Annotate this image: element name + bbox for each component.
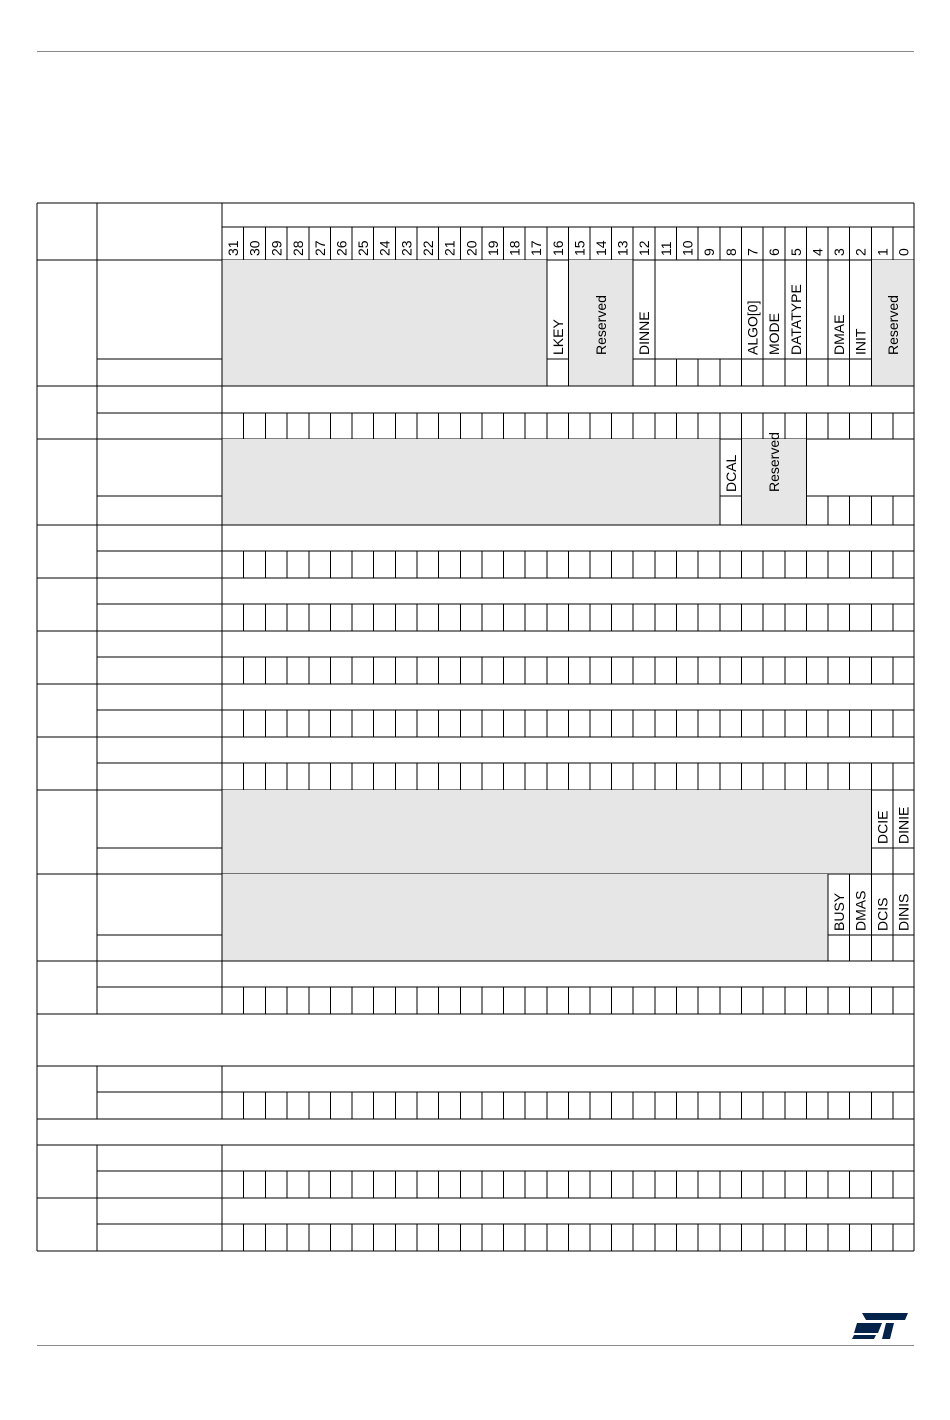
bit-number-label: 18 [506, 240, 523, 256]
bit-number-label: 3 [830, 248, 847, 256]
field-label-dmae: DMAE [830, 314, 847, 355]
bit-number-label: 22 [419, 240, 436, 256]
bit-number-label: 12 [636, 240, 652, 256]
field-label-dinis: DINIS [895, 893, 912, 931]
st-logo-icon [852, 1311, 910, 1341]
bit-number-label: 8 [722, 248, 739, 256]
bit-number-label: 6 [766, 248, 782, 256]
bit-number-label: 27 [311, 240, 328, 256]
bit-number-label: 24 [376, 240, 393, 256]
bit-number-label: 2 [852, 248, 869, 256]
bit-number-label: 17 [528, 240, 544, 256]
bit-number-label: 20 [463, 240, 480, 256]
field-label-init: INIT [852, 328, 869, 355]
bit-number-label: 30 [246, 240, 263, 256]
bottom-rule [37, 1345, 914, 1346]
bit-number-label: 13 [614, 240, 631, 256]
bit-number-label: 16 [549, 240, 566, 256]
reserved-field [222, 260, 547, 386]
field-label-dcal: DCAL [722, 454, 739, 492]
bit-number-label: 19 [484, 240, 501, 256]
field-label-mode: MODE [766, 313, 782, 355]
reserved-field [222, 439, 720, 525]
bit-number-label: 31 [224, 240, 241, 256]
reserved-label: Reserved [766, 432, 782, 492]
bit-number-label: 4 [809, 248, 826, 256]
bit-number-label: 11 [657, 241, 674, 256]
bit-number-label: 26 [333, 240, 350, 256]
bit-number-label: 5 [787, 248, 804, 256]
reserved-field [222, 874, 828, 961]
field-label-algo0: ALGO[0] [744, 300, 761, 355]
field-label-datatype: DATATYPE [787, 284, 804, 355]
field-label-lkey: LKEY [549, 319, 566, 355]
field-label-dinne: DINNE [636, 311, 652, 355]
field-label-dcis: DCIS [874, 897, 891, 931]
reserved-field [222, 790, 872, 874]
bit-number-label: 28 [290, 240, 306, 256]
bit-number-label: 7 [744, 248, 761, 256]
reserved-label: Reserved [884, 295, 901, 355]
bit-number-label: 15 [571, 240, 588, 256]
bit-number-label: 10 [679, 240, 696, 256]
field-label-dinie: DINIE [895, 806, 912, 844]
bit-number-label: 21 [441, 240, 458, 256]
bit-number-label: 0 [895, 248, 912, 256]
bit-number-label: 14 [592, 240, 609, 256]
field-label-dmas: DMAS [852, 890, 869, 931]
bit-number-label: 23 [398, 240, 415, 256]
reserved-label: Reserved [592, 295, 609, 355]
field-label-dcie: DCIE [874, 810, 891, 844]
bit-number-label: 29 [268, 240, 285, 256]
bit-number-label: 9 [701, 248, 717, 256]
bit-number-label: 25 [354, 240, 371, 256]
bit-number-label: 1 [874, 248, 891, 256]
field-label-busy: BUSY [830, 892, 847, 931]
